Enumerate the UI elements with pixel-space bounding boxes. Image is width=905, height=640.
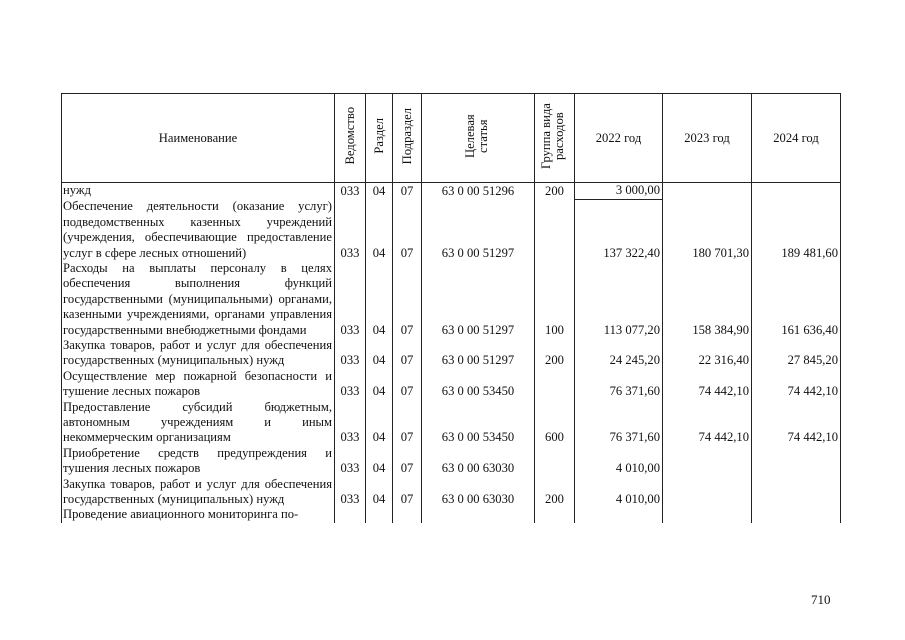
cell-tselevaya-statya: 63 0 00 53450 <box>422 369 535 400</box>
cell-podrazdel: 07 <box>393 477 422 508</box>
cell-razdel: 04 <box>366 183 393 199</box>
cell-gruppa <box>535 446 575 477</box>
cell-razdel: 04 <box>366 338 393 369</box>
cell-gruppa <box>535 507 575 522</box>
cell-podrazdel: 07 <box>393 183 422 199</box>
cell-year-2023: 180 701,30 <box>663 199 752 261</box>
cell-name: Обеспечение деятельности (оказание услуг) подведомственных казенных учреждений (учреждения, обеспечивающие предоставление услуг в сфере лесных отношений) <box>62 199 335 261</box>
cell-vedomstvo: 033 <box>335 477 366 508</box>
cell-tselevaya-statya: 63 0 00 63030 <box>422 446 535 477</box>
cell-tselevaya-statya: 63 0 00 51297 <box>422 199 535 261</box>
cell-podrazdel: 07 <box>393 199 422 261</box>
cell-podrazdel: 07 <box>393 338 422 369</box>
table-row <box>62 369 841 400</box>
cell-vedomstvo: 033 <box>335 446 366 477</box>
cell-year-2023 <box>663 507 752 522</box>
table-row <box>62 507 841 522</box>
col-header-razdel: Раздел <box>366 94 393 183</box>
cell-year-2022: 24 245,20 <box>575 338 663 369</box>
table-row <box>62 477 841 508</box>
cell-vedomstvo: 033 <box>335 400 366 446</box>
cell-year-2022 <box>575 507 663 522</box>
cell-year-2023 <box>663 446 752 477</box>
col-header-tselevaya-statya: Целевая статья <box>422 94 535 183</box>
cell-vedomstvo <box>335 507 366 522</box>
cell-name: нужд <box>62 183 335 199</box>
cell-podrazdel: 07 <box>393 446 422 477</box>
table-row <box>62 261 841 338</box>
table-row <box>62 183 841 199</box>
cell-gruppa: 600 <box>535 400 575 446</box>
cell-gruppa: 200 <box>535 338 575 369</box>
cell-year-2024 <box>752 477 841 508</box>
cell-year-2023 <box>663 183 752 199</box>
cell-year-2023: 22 316,40 <box>663 338 752 369</box>
cell-name: Проведение авиационного мониторинга по- <box>62 507 335 522</box>
cell-year-2023: 158 384,90 <box>663 261 752 338</box>
cell-year-2023: 74 442,10 <box>663 400 752 446</box>
cell-razdel: 04 <box>366 369 393 400</box>
budget-table <box>61 93 841 523</box>
cell-razdel: 04 <box>366 400 393 446</box>
cell-tselevaya-statya <box>422 507 535 522</box>
table-row <box>62 199 841 261</box>
cell-razdel <box>366 507 393 522</box>
cell-year-2022: 113 077,20 <box>575 261 663 338</box>
page-number: 710 <box>811 592 831 607</box>
cell-tselevaya-statya: 63 0 00 51297 <box>422 261 535 338</box>
cell-year-2024 <box>752 183 841 199</box>
cell-gruppa: 200 <box>535 183 575 199</box>
cell-year-2023: 74 442,10 <box>663 369 752 400</box>
cell-gruppa: 200 <box>535 477 575 508</box>
cell-name: Приобретение средств предупреждения и тушения лесных пожаров <box>62 446 335 477</box>
cell-vedomstvo: 033 <box>335 338 366 369</box>
table-row <box>62 338 841 369</box>
cell-razdel: 04 <box>366 199 393 261</box>
cell-podrazdel: 07 <box>393 261 422 338</box>
cell-razdel: 04 <box>366 477 393 508</box>
cell-tselevaya-statya: 63 0 00 51296 <box>422 183 535 199</box>
cell-year-2024: 161 636,40 <box>752 261 841 338</box>
cell-year-2024: 74 442,10 <box>752 369 841 400</box>
cell-gruppa <box>535 199 575 261</box>
cell-year-2024 <box>752 446 841 477</box>
cell-year-2022: 4 010,00 <box>575 446 663 477</box>
cell-gruppa: 100 <box>535 261 575 338</box>
cell-year-2022: 3 000,00 <box>575 183 663 199</box>
col-header-2022: 2022 год <box>575 94 663 183</box>
cell-vedomstvo: 033 <box>335 199 366 261</box>
cell-vedomstvo: 033 <box>335 369 366 400</box>
table-row <box>62 400 841 446</box>
cell-vedomstvo: 033 <box>335 261 366 338</box>
col-header-gruppa: Группа вида расходов <box>535 94 575 183</box>
cell-year-2024: 74 442,10 <box>752 400 841 446</box>
cell-name: Предоставление субсидий бюджетным, автономным учреждениям и иным некоммерческим организациям <box>62 400 335 446</box>
cell-gruppa <box>535 369 575 400</box>
cell-podrazdel <box>393 507 422 522</box>
cell-year-2024 <box>752 507 841 522</box>
col-header-vedomstvo: Ведомство <box>335 94 366 183</box>
cell-name: Расходы на выплаты персоналу в целях обеспечения выполнения функций государственными (муниципальными) органами, казенными учреждениями, органами управления государственными внебюджетными фондами <box>62 261 335 338</box>
cell-name: Закупка товаров, работ и услуг для обеспечения государственных (муниципальных) нужд <box>62 477 335 508</box>
table-header-row <box>62 94 841 183</box>
cell-tselevaya-statya: 63 0 00 51297 <box>422 338 535 369</box>
cell-razdel: 04 <box>366 446 393 477</box>
col-header-name: Наименование <box>62 94 335 183</box>
table-row <box>62 446 841 477</box>
col-header-podrazdel: Подраздел <box>393 94 422 183</box>
cell-year-2023 <box>663 477 752 508</box>
cell-podrazdel: 07 <box>393 400 422 446</box>
cell-name: Осуществление мер пожарной безопасности и тушение лесных пожаров <box>62 369 335 400</box>
cell-tselevaya-statya: 63 0 00 63030 <box>422 477 535 508</box>
cell-tselevaya-statya: 63 0 00 53450 <box>422 400 535 446</box>
col-header-2024: 2024 год <box>752 94 841 183</box>
cell-name: Закупка товаров, работ и услуг для обеспечения государственных (муниципальных) нужд <box>62 338 335 369</box>
cell-vedomstvo: 033 <box>335 183 366 199</box>
cell-razdel: 04 <box>366 261 393 338</box>
cell-year-2022: 4 010,00 <box>575 477 663 508</box>
cell-year-2022: 76 371,60 <box>575 369 663 400</box>
cell-podrazdel: 07 <box>393 369 422 400</box>
cell-year-2024: 189 481,60 <box>752 199 841 261</box>
cell-year-2022: 76 371,60 <box>575 400 663 446</box>
cell-year-2024: 27 845,20 <box>752 338 841 369</box>
cell-year-2022: 137 322,40 <box>575 199 663 261</box>
col-header-2023: 2023 год <box>663 94 752 183</box>
